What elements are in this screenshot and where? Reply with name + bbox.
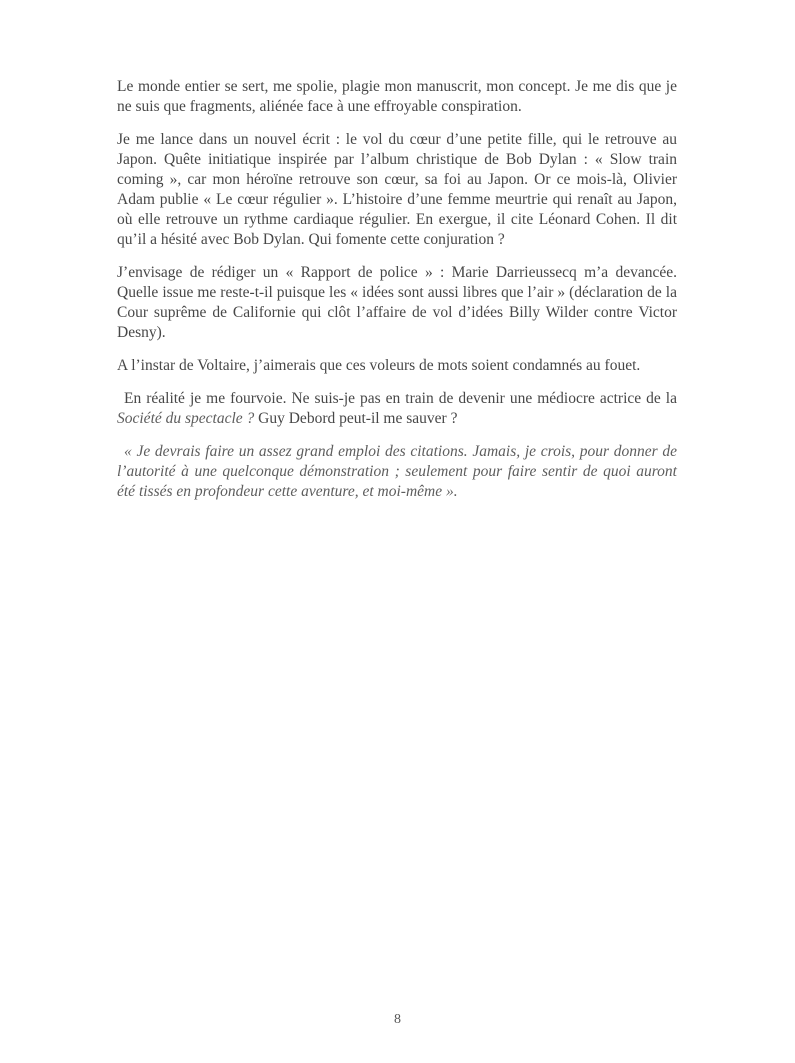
paragraph-1 bbox=[117, 77, 677, 117]
paragraph-5 bbox=[117, 389, 677, 429]
text-run: J’envisage de rédiger un « Rapport de police » : Marie Darrieussecq m’a devancée. Quelle issue me reste-t-il puisque les « idées sont aussi libres que l’air » (déclaration de la Cour suprême de Californie qui clôt l’affaire de vol d’idées Billy Wilder contre Victor Desny). bbox=[117, 264, 677, 341]
paragraph-3 bbox=[117, 263, 677, 343]
paragraph-4 bbox=[117, 356, 677, 376]
italic-text-run: « Je devrais faire un assez grand emploi des citations. Jamais, je crois, pour donner de l’autorité à une quelconque démonstration ; seulement pour faire sentir de quoi auront été tissés en profondeur cette aventure, et moi-même ». bbox=[117, 443, 677, 500]
paragraph-6-quote bbox=[117, 442, 677, 502]
page-number: 8 bbox=[394, 1012, 401, 1027]
text-run: Le monde entier se sert, me spolie, plagie mon manuscrit, mon concept. Je me dis que je ne suis que fragments, aliénée face à une effroyable conspiration. bbox=[117, 78, 677, 115]
text-run: En réalité je me fourvoie. Ne suis-je pas en train de devenir une médiocre actrice de la bbox=[124, 390, 677, 407]
text-run: Guy Debord peut-il me sauver ? bbox=[254, 410, 458, 427]
text-run: Je me lance dans un nouvel écrit : le vol du cœur d’une petite fille, qui le retrouve au Japon. Quête initiatique inspirée par l’album christique de Bob Dylan : « Slow train coming », car mon héroïne retrouve son cœur, sa foi au Japon. Or ce mois-là, Olivier Adam publie « Le cœur régulier ». L’histoire d’une femme meurtrie qui renaît au Japon, où elle retrouve un rythme cardiaque régulier. En exergue, il cite Léonard Cohen. Il dit qu’il a hésité avec Bob Dylan. Qui fomente cette conjuration ? bbox=[117, 131, 677, 248]
text-block bbox=[117, 77, 677, 515]
italic-text-run: Société du spectacle ? bbox=[117, 410, 255, 427]
text-run: A l’instar de Voltaire, j’aimerais que ces voleurs de mots soient condamnés au fouet. bbox=[117, 357, 641, 374]
paragraph-2 bbox=[117, 130, 677, 250]
